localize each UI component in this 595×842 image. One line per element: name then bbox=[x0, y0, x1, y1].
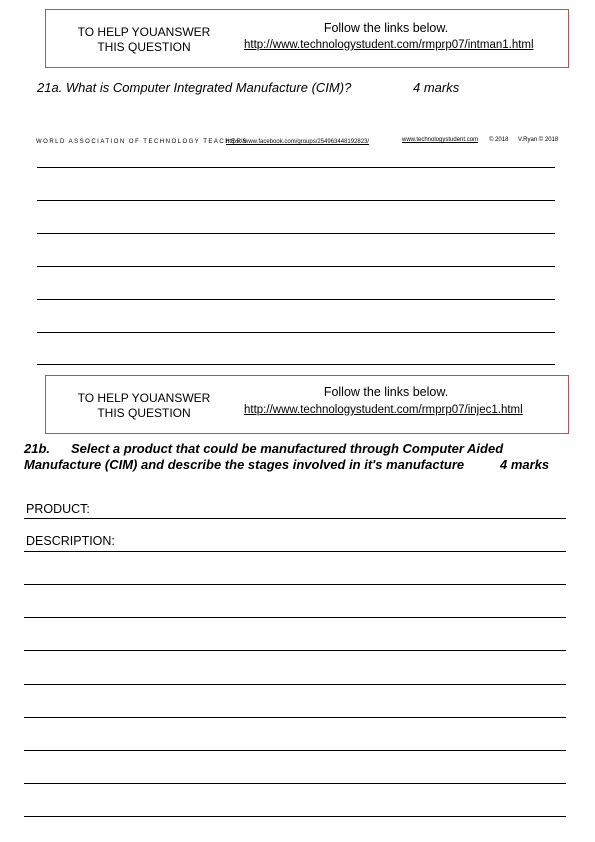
association-text: WORLD ASSOCIATION OF TECHNOLOGY TEACHERS bbox=[36, 139, 248, 145]
product-label: PRODUCT: bbox=[26, 502, 90, 516]
answer-line[interactable] bbox=[24, 551, 566, 552]
answer-line[interactable] bbox=[24, 717, 566, 718]
help-text: TO HELP YOUANSWER THIS QUESTION bbox=[77, 25, 211, 54]
answer-line[interactable] bbox=[37, 200, 555, 201]
marks-21b: 4 marks bbox=[500, 457, 550, 472]
question-21b-number: 21b. bbox=[24, 441, 51, 456]
question-21b-line2: Manufacture (CIM) and describe the stages involved in it's manufacture bbox=[24, 457, 465, 472]
description-label: DESCRIPTION: bbox=[26, 534, 115, 548]
intman-link[interactable]: http://www.technologystudent.com/rmprp07/intman1.html bbox=[244, 39, 534, 51]
question-21a: 21a. What is Computer Integrated Manufacture (CIM)? bbox=[37, 80, 352, 95]
help-text: TO HELP YOUANSWER THIS QUESTION bbox=[77, 391, 211, 420]
answer-line[interactable] bbox=[37, 299, 555, 300]
injec-link[interactable]: http://www.technologystudent.com/rmprp07/injec1.html bbox=[244, 404, 523, 416]
help-box-2 bbox=[45, 375, 569, 434]
facebook-link[interactable]: https://www.facebook.com/groups/254963448192823/ bbox=[226, 139, 370, 145]
answer-line[interactable] bbox=[37, 266, 555, 267]
answer-line[interactable] bbox=[24, 617, 566, 618]
answer-line[interactable] bbox=[24, 783, 566, 784]
site-link[interactable]: www.technologystudent.com bbox=[402, 137, 479, 143]
answer-line[interactable] bbox=[37, 167, 555, 168]
author-copyright: V.Ryan © 2018 bbox=[518, 137, 559, 143]
answer-line[interactable] bbox=[24, 584, 566, 585]
answer-line[interactable] bbox=[24, 750, 566, 751]
answer-line[interactable] bbox=[37, 364, 555, 365]
follow-text: Follow the links below. bbox=[323, 21, 449, 35]
answer-line[interactable] bbox=[37, 233, 555, 234]
answer-line[interactable] bbox=[24, 650, 566, 651]
answer-line[interactable] bbox=[37, 332, 555, 333]
answer-line[interactable] bbox=[24, 816, 566, 817]
help-box-1 bbox=[45, 9, 569, 68]
marks-21a: 4 marks bbox=[413, 80, 460, 95]
question-21b-line1: Select a product that could be manufactured through Computer Aided bbox=[71, 441, 504, 456]
follow-text: Follow the links below. bbox=[323, 385, 449, 399]
answer-line[interactable] bbox=[24, 684, 566, 685]
site-copyright: © 2018 bbox=[489, 137, 509, 143]
product-line[interactable] bbox=[24, 518, 566, 519]
